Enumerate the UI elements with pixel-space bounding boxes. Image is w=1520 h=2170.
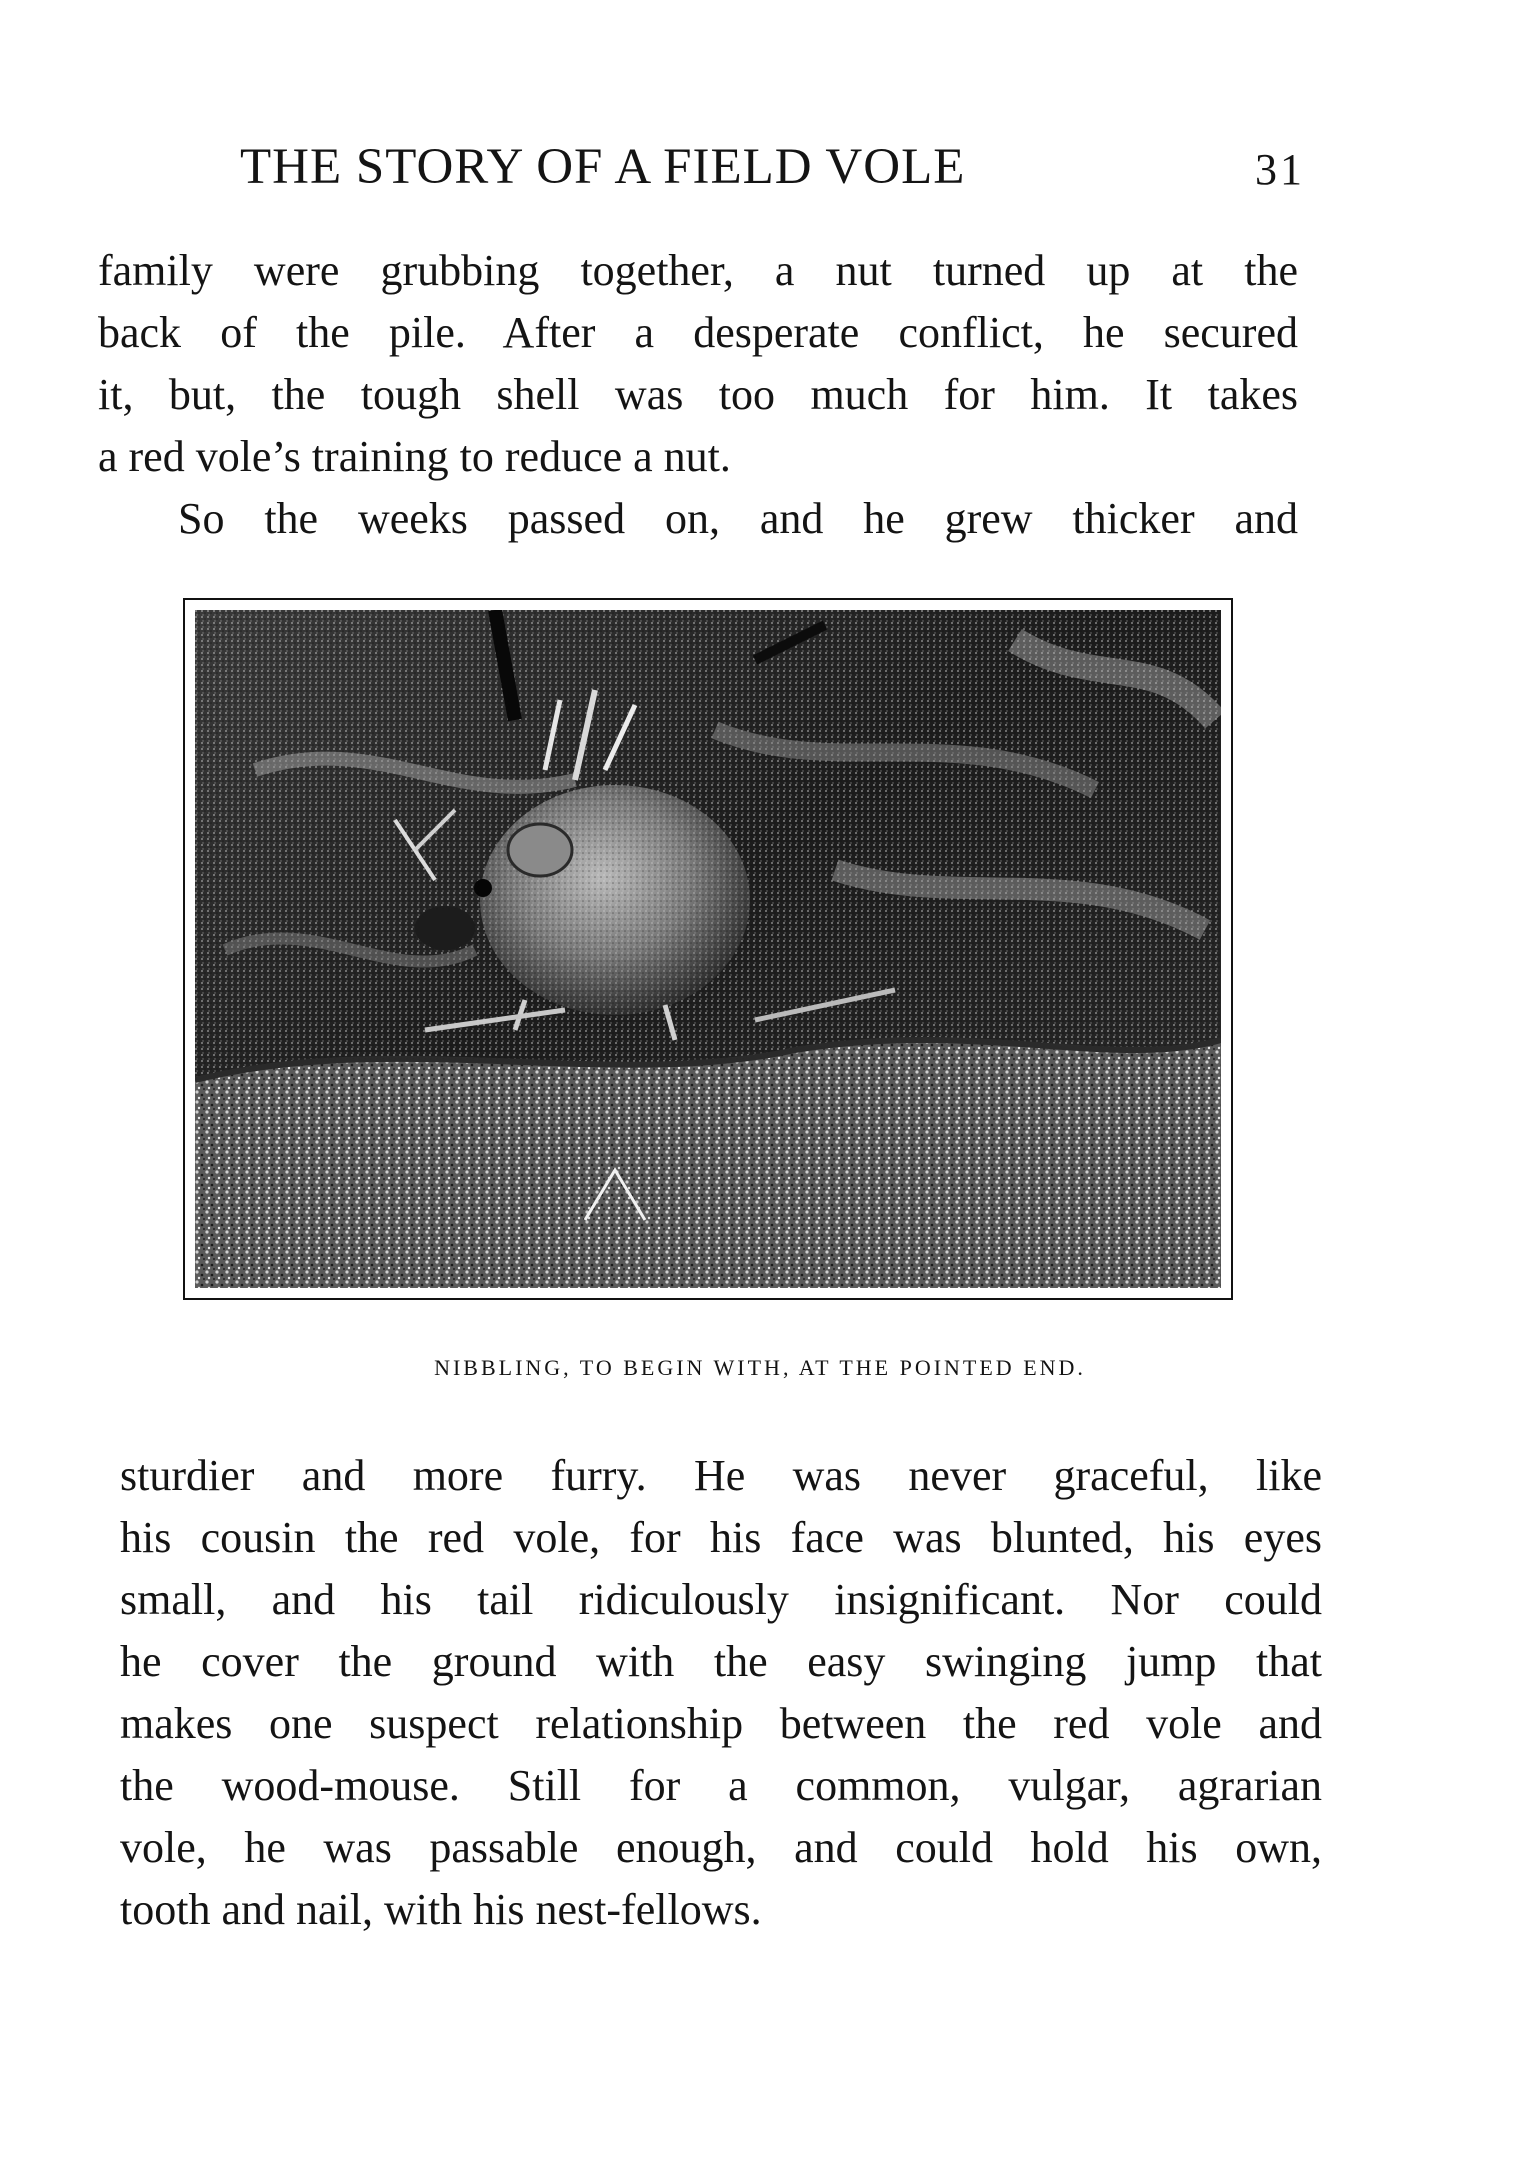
text-line: it, but, the tough shell was too much for him. It takes bbox=[98, 370, 1298, 419]
text-line: family were grubbing together, a nut turned up at the bbox=[98, 246, 1298, 295]
body-text-bottom bbox=[120, 1445, 1322, 1941]
text-line: makes one suspect relationship between the red vole and bbox=[120, 1699, 1322, 1748]
plate-caption: NIBBLING, TO BEGIN WITH, AT THE POINTED END. bbox=[434, 1355, 1086, 1380]
text-line: small, and his tail ridiculously insignificant. Nor could bbox=[120, 1575, 1322, 1624]
body-text-top bbox=[98, 240, 1298, 550]
text-line: So the weeks passed on, and he grew thicker and bbox=[178, 494, 1298, 543]
text-line: the wood-mouse. Still for a common, vulgar, agrarian bbox=[120, 1761, 1322, 1810]
text-line: back of the pile. After a desperate conflict, he secured bbox=[98, 308, 1298, 357]
text-line: his cousin the red vole, for his face was blunted, his eyes bbox=[120, 1513, 1322, 1562]
page-header bbox=[240, 138, 1305, 198]
running-title: THE STORY OF A FIELD VOLE bbox=[240, 139, 966, 195]
text-line: he cover the ground with the easy swinging jump that bbox=[120, 1637, 1322, 1686]
photo-plate bbox=[183, 598, 1233, 1300]
text-line: vole, he was passable enough, and could hold his own, bbox=[120, 1823, 1322, 1872]
vole-photograph bbox=[195, 610, 1221, 1288]
text-line: sturdier and more furry. He was never graceful, like bbox=[120, 1451, 1322, 1500]
text-line: a red vole’s training to reduce a nut. bbox=[98, 432, 731, 481]
text-line: tooth and nail, with his nest-fellows. bbox=[120, 1885, 762, 1934]
page-number: 31 bbox=[1255, 145, 1305, 194]
